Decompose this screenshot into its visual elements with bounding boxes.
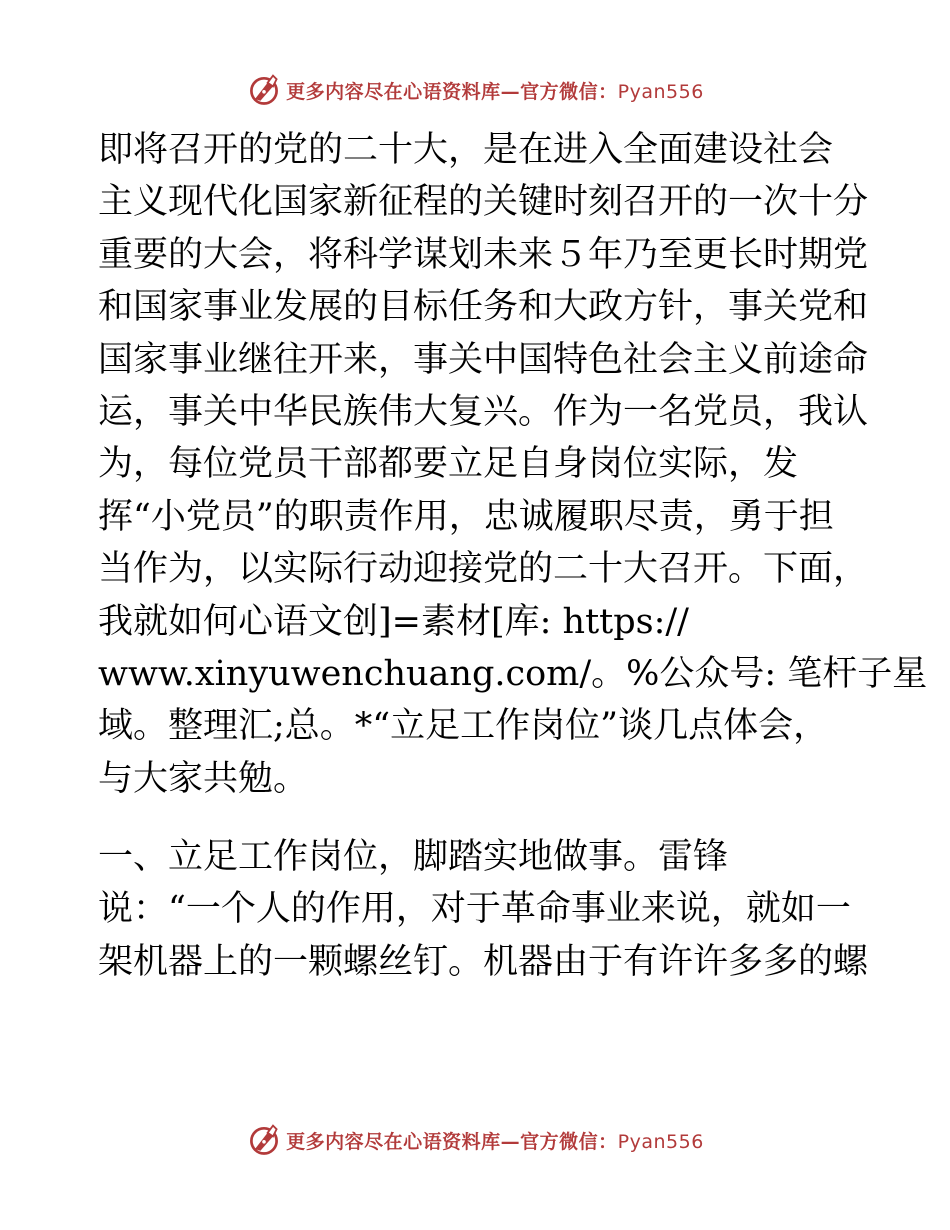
header-banner-wechat-id: Pyan556 <box>617 80 704 103</box>
text-line: 挥“小党员”的职责作用，忠诚履职尽责，勇于担 <box>98 496 834 537</box>
pen-nib-logo-icon <box>246 1122 282 1158</box>
text-line: 与大家共勉。 <box>98 758 309 799</box>
header-banner-text <box>286 77 704 104</box>
footer-banner-cn: 更多内容尽在心语资料库—官方微信： <box>286 1130 618 1153</box>
section-heading-line: 一、立足工作岗位，脚踏实地做事。雷锋 <box>98 837 729 878</box>
pen-nib-logo-icon <box>246 72 282 108</box>
text-line: 我就如何心语文创]=素材[库: https:// <box>98 601 689 642</box>
header-banner-cn: 更多内容尽在心语资料库—官方微信： <box>286 80 618 103</box>
text-line: 国家事业继往开来，事关中国特色社会主义前途命 <box>98 339 869 380</box>
text-line: 运，事关中华民族伟大复兴。作为一名党员，我认 <box>98 391 869 432</box>
footer-banner <box>0 1118 950 1162</box>
footer-banner-wechat-id: Pyan556 <box>617 1130 704 1153</box>
paragraph-gap <box>98 805 858 831</box>
text-line: 即将召开的党的二十大，是在进入全面建设社会 <box>98 130 834 170</box>
text-line: 当作为，以实际行动迎接党的二十大召开。下面， <box>98 549 869 590</box>
paragraph-section-one <box>98 831 869 988</box>
text-line: www.xinyuwenchuang.com/。%公众号: 笔杆子星 <box>98 653 928 694</box>
text-line: 架机器上的一颗螺丝钉。机器由于有许许多多的螺 <box>98 941 869 982</box>
text-line: 主义现代化国家新征程的关键时刻召开的一次十分 <box>98 182 869 223</box>
text-line: 说：“一个人的作用，对于革命事业来说，就如一 <box>98 889 851 930</box>
text-line: 为，每位党员干部都要立足自身岗位实际，发 <box>98 444 799 485</box>
paragraph-intro <box>98 124 928 805</box>
text-line: 域。整理汇;总。*“立足工作岗位”谈几点体会， <box>98 706 829 747</box>
text-line: 和国家事业发展的目标任务和大政方针，事关党和 <box>98 287 869 328</box>
footer-banner-text <box>286 1127 704 1154</box>
document-body <box>98 124 928 988</box>
text-line: 重要的大会，将科学谋划未来５年乃至更长时期党 <box>98 234 869 275</box>
header-banner <box>0 68 950 112</box>
